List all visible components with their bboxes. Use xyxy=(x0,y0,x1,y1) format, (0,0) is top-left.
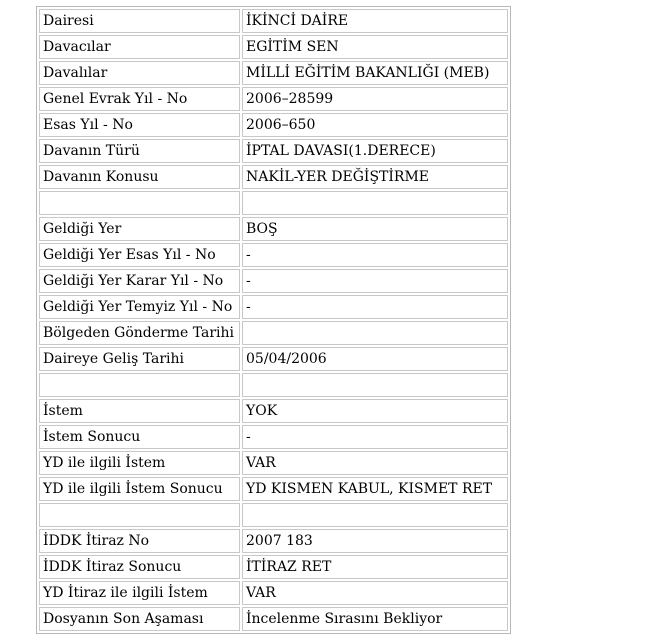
field-label: Davalılar xyxy=(39,61,240,85)
field-value: 2007 183 xyxy=(242,529,508,553)
field-value: İKİNCİ DAİRE xyxy=(242,9,508,33)
table-row xyxy=(39,399,508,423)
field-value: EGİTİM SEN xyxy=(242,35,508,59)
table-row xyxy=(39,35,508,59)
field-value: İPTAL DAVASI(1.DERECE) xyxy=(242,139,508,163)
table-row xyxy=(39,451,508,475)
case-details-body xyxy=(39,9,508,631)
table-row xyxy=(39,9,508,33)
field-value: - xyxy=(242,295,508,319)
table-row xyxy=(39,243,508,267)
table-row xyxy=(39,347,508,371)
field-label: İstem xyxy=(39,399,240,423)
field-label: Daireye Geliş Tarihi xyxy=(39,347,240,371)
table-row xyxy=(39,425,508,449)
field-label: Geldiği Yer Temyiz Yıl - No xyxy=(39,295,240,319)
table-row xyxy=(39,503,508,527)
field-label: YD İtiraz ile ilgili İstem xyxy=(39,581,240,605)
field-label: Esas Yıl - No xyxy=(39,113,240,137)
table-row xyxy=(39,87,508,111)
field-value: VAR xyxy=(242,451,508,475)
table-row xyxy=(39,61,508,85)
table-row xyxy=(39,165,508,189)
field-label xyxy=(39,503,240,527)
field-label: Genel Evrak Yıl - No xyxy=(39,87,240,111)
field-label xyxy=(39,373,240,397)
field-label: Geldiği Yer Esas Yıl - No xyxy=(39,243,240,267)
table-row xyxy=(39,113,508,137)
field-value: - xyxy=(242,243,508,267)
field-label: İDDK İtiraz Sonucu xyxy=(39,555,240,579)
field-value xyxy=(242,321,508,345)
field-value: 05/04/2006 xyxy=(242,347,508,371)
field-label: Davacılar xyxy=(39,35,240,59)
field-value: 2006–28599 xyxy=(242,87,508,111)
field-label: Dosyanın Son Aşaması xyxy=(39,607,240,631)
case-details-table xyxy=(36,6,511,634)
field-label: YD ile ilgili İstem xyxy=(39,451,240,475)
table-row xyxy=(39,295,508,319)
field-value xyxy=(242,503,508,527)
field-value: İncelenme Sırasını Bekliyor xyxy=(242,607,508,631)
field-value: - xyxy=(242,269,508,293)
field-value: İTİRAZ RET xyxy=(242,555,508,579)
table-row xyxy=(39,269,508,293)
table-row xyxy=(39,555,508,579)
field-value: - xyxy=(242,425,508,449)
table-row xyxy=(39,607,508,631)
field-value xyxy=(242,373,508,397)
table-row xyxy=(39,217,508,241)
field-label: Dairesi xyxy=(39,9,240,33)
field-value: MİLLİ EĞİTİM BAKANLIĞI (MEB) xyxy=(242,61,508,85)
field-label: İstem Sonucu xyxy=(39,425,240,449)
table-row xyxy=(39,581,508,605)
field-label: Geldiği Yer Karar Yıl - No xyxy=(39,269,240,293)
table-row xyxy=(39,529,508,553)
table-row xyxy=(39,191,508,215)
table-row xyxy=(39,477,508,501)
field-value: 2006–650 xyxy=(242,113,508,137)
field-label: İDDK İtiraz No xyxy=(39,529,240,553)
field-label: Davanın Konusu xyxy=(39,165,240,189)
field-value: YD KISMEN KABUL, KISMET RET xyxy=(242,477,508,501)
field-label xyxy=(39,191,240,215)
field-label: Geldiği Yer xyxy=(39,217,240,241)
field-value: NAKİL-YER DEĞİŞTİRME xyxy=(242,165,508,189)
field-value: BOŞ xyxy=(242,217,508,241)
table-row xyxy=(39,139,508,163)
field-value: YOK xyxy=(242,399,508,423)
field-label: Bölgeden Gönderme Tarihi xyxy=(39,321,240,345)
field-value xyxy=(242,191,508,215)
field-label: YD ile ilgili İstem Sonucu xyxy=(39,477,240,501)
table-row xyxy=(39,373,508,397)
table-row xyxy=(39,321,508,345)
field-value: VAR xyxy=(242,581,508,605)
field-label: Davanın Türü xyxy=(39,139,240,163)
